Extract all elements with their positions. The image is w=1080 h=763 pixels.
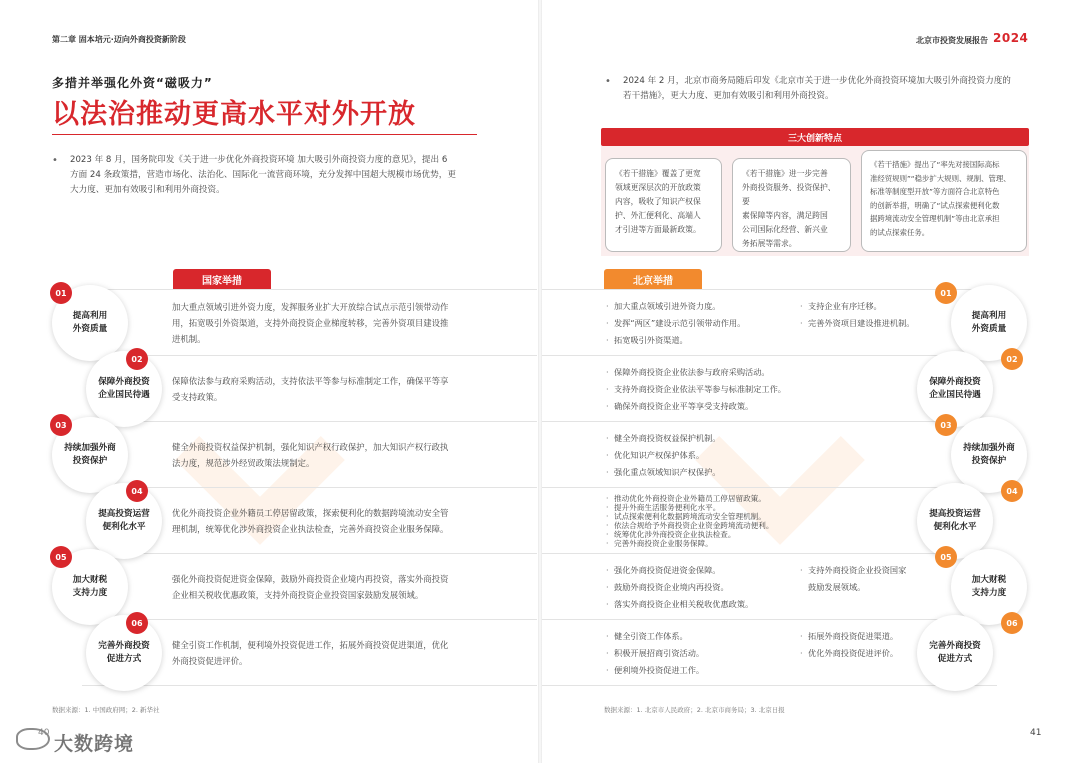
measure-label-line: 提高利用 xyxy=(72,311,108,321)
beijing-measure-number: 01 xyxy=(935,282,957,304)
card-line: 的试点探索任务。 xyxy=(870,227,930,237)
measure-text xyxy=(172,299,512,347)
row-divider xyxy=(542,421,997,422)
measure-number: 03 xyxy=(50,414,72,436)
measure-label xyxy=(963,442,1015,468)
measure-text-line: 企业相关税收优惠政策，支持外商投资企业投资国家鼓励发展领域。 xyxy=(172,590,424,600)
measure-text-line: 健全引资工作机制，便利境外投资促进工作，拓展外商投资促进渠道，优化 xyxy=(172,640,449,650)
beijing-measure-item: · 健全外商投资权益保护机制。 xyxy=(614,432,720,444)
page-title: 以法治推动更高水平对外开放 xyxy=(52,99,416,130)
innovation-card-1 xyxy=(605,158,722,252)
card-line: 内容，吸收了知识产权保 xyxy=(615,197,701,206)
measure-text xyxy=(172,637,512,669)
beijing-measure-item: · 发挥“两区”建设示范引领带动作用。 xyxy=(614,317,745,329)
measure-label xyxy=(98,508,150,534)
beijing-measure-number: 03 xyxy=(935,414,957,436)
measure-text-line: 理机制，统筹优化涉外商投资企业执法检查，完善外商投资企业服务保障。 xyxy=(172,524,449,534)
measure-label xyxy=(98,376,150,402)
measure-label-line: 保障外商投资 xyxy=(98,377,150,387)
intro-line: 2024 年 2 月，北京市商务局随后印发《北京市关于进一步优化外商投资环境加大吸引外商投资力度的 xyxy=(623,76,1011,86)
beijing-measure-circle xyxy=(917,351,993,427)
card-line: 《若干措施》提出了“率先对接国际高标 xyxy=(870,160,1000,169)
measure-label-line: 支持力度 xyxy=(72,588,108,598)
measure-label-line: 外资质量 xyxy=(72,324,108,334)
card-line: 外商投资服务、投资保护、要 xyxy=(742,183,836,206)
measure-label-line: 提高投资运营 xyxy=(98,509,150,519)
measure-label xyxy=(929,508,981,534)
measure-label-line: 便利化水平 xyxy=(933,522,977,532)
measure-label-line: 加大财税 xyxy=(72,575,108,585)
intro-line: 2023 年 8 月，国务院印发《关于进一步优化外商投资环境 加大吸引外商投资力度的意见》，提出 6 xyxy=(70,155,448,165)
national-measures-header: 国家举措 xyxy=(173,269,271,289)
beijing-measure-item: · 优化外商投资促进评价。 xyxy=(808,647,898,659)
beijing-measure-item: · 统筹优化涉外商投资企业执法检查。 xyxy=(614,530,736,539)
measure-text-line: 保障依法参与政府采购活动，支持依法平等参与标准制定工作，确保平等享 xyxy=(172,376,449,386)
beijing-measures-header: 北京举措 xyxy=(604,269,702,289)
card-line: 《若干措施》进一步完善 xyxy=(742,169,828,178)
page-number-right: 41 xyxy=(1030,728,1042,738)
measure-label xyxy=(929,376,981,402)
title-rule xyxy=(52,134,477,135)
card-line: 素保障等内容，满足跨国 xyxy=(742,211,828,220)
measure-text-line: 优化外商投资企业外籍员工停居留政策，探索便利化的数据跨境流动安全管 xyxy=(172,508,449,518)
book-spine xyxy=(538,0,542,763)
measure-number: 06 xyxy=(126,612,148,634)
beijing-measure-item: · 便利境外投资促进工作。 xyxy=(614,664,704,676)
card-line: 的创新举措，明确了“试点探索便利化数 xyxy=(870,200,1000,210)
measure-text xyxy=(172,439,512,471)
measure-label-line: 支持力度 xyxy=(971,588,1007,598)
row-divider xyxy=(82,619,537,620)
measure-label xyxy=(972,310,1006,336)
page-number-left: 40 xyxy=(38,728,50,738)
measure-label-line: 促进方式 xyxy=(937,654,973,664)
measure-label-line: 持续加强外商 xyxy=(64,443,116,453)
card-line: 才引进等方面最新政策。 xyxy=(615,225,701,234)
beijing-source-note: 数据来源：1. 北京市人民政府；2. 北京市商务局；3. 北京日报 xyxy=(604,706,785,714)
card-line: 公司国际化经营、新兴业 xyxy=(742,225,828,234)
measure-number: 04 xyxy=(126,480,148,502)
national-source-note: 数据来源：1. 中国政府网；2. 新华社 xyxy=(52,706,160,714)
measure-label xyxy=(972,574,1006,600)
measure-label-line: 加大财税 xyxy=(971,575,1007,585)
measure-label-line: 便利化水平 xyxy=(102,522,146,532)
card-line: 据跨境流动安全管理机制”等由北京承担 xyxy=(870,214,1000,223)
innovation-card-2 xyxy=(732,158,851,252)
measure-label-line: 保障外商投资 xyxy=(929,377,981,387)
row-divider xyxy=(542,553,997,554)
measure-text xyxy=(172,505,512,537)
report-year: 2024 xyxy=(993,31,1029,45)
beijing-measure-circle xyxy=(917,615,993,691)
beijing-measure-number: 06 xyxy=(1001,612,1023,634)
beijing-measure-item: · 加大重点领域引进外资力度。 xyxy=(614,300,720,312)
national-intro-paragraph: • 2023 年 8 月，国务院印发《关于进一步优化外商投资环境 加大吸引外商投资力度的意见》，提出 6 方面 24 条政策措，营造市场化、法治化、国际化一流营商环境，充分发挥中国超大规模市场优势，更 大力度、更加有效吸引和利用外商投资。 xyxy=(52,153,482,198)
watermark-text: 大数跨境 xyxy=(54,733,135,755)
measure-number: 02 xyxy=(126,348,148,370)
beijing-measure-item: · 强化外商投资促进资金保障。 xyxy=(614,564,720,576)
measure-label-line: 完善外商投资 xyxy=(98,641,150,651)
measure-label-line: 提高利用 xyxy=(971,311,1007,321)
beijing-measure-item: · 支持企业有序迁移。 xyxy=(808,300,882,312)
intro-line: 方面 24 条政策措，营造市场化、法治化、国际化一流营商环境，充分发挥中国超大规模市场优势，更 xyxy=(70,170,456,180)
measure-text-line: 加大重点领域引进外资力度，发挥服务业扩大开放综合试点示范引领带动作 xyxy=(172,302,449,312)
beijing-measure-number: 02 xyxy=(1001,348,1023,370)
beijing-measure-item: · 确保外商投资企业平等享受支持政策。 xyxy=(614,400,753,412)
measure-label-line: 企业国民待遇 xyxy=(98,390,150,400)
measure-label xyxy=(929,640,981,666)
row-divider xyxy=(542,619,997,620)
chapter-header: 第二章 固本培元·迈向外商投资新阶段 xyxy=(52,35,186,44)
measure-text-line: 外商投资促进评价。 xyxy=(172,656,248,666)
measure-text-line: 进机制。 xyxy=(172,334,206,344)
beijing-measure-item: · 试点探索便利化数据跨境流动安全管理机制。 xyxy=(614,512,766,521)
row-divider xyxy=(542,355,997,356)
measure-label-line: 外资质量 xyxy=(971,324,1007,334)
measure-text xyxy=(172,571,512,603)
row-divider xyxy=(82,685,537,686)
card-line: 护、外汇便利化、高端人 xyxy=(615,211,701,220)
beijing-measure-item: · 推动优化外商投资企业外籍员工停居留政策。 xyxy=(614,494,766,503)
beijing-measure-item: · 优化知识产权保护体系。 xyxy=(614,449,704,461)
measure-label-line: 持续加强外商 xyxy=(963,443,1015,453)
beijing-measure-item: · 鼓励外商投资企业境内再投资。 xyxy=(614,581,729,593)
card-line: 标准等制度型开放”等方面符合北京特色 xyxy=(870,187,1000,196)
row-divider xyxy=(82,355,537,356)
beijing-measure-item: · 支持外商投资企业依法平等参与标准制定工作。 xyxy=(614,383,786,395)
measure-text-line: 强化外商投资促进资金保障，鼓励外商投资企业境内再投资，落实外商投资 xyxy=(172,574,449,584)
beijing-measure-item: · 拓宽吸引外资渠道。 xyxy=(614,334,688,346)
row-divider xyxy=(82,553,537,554)
report-header: 北京市投资发展报告 xyxy=(916,36,988,45)
row-divider xyxy=(542,487,997,488)
measure-label xyxy=(73,574,107,600)
measure-label xyxy=(73,310,107,336)
beijing-measure-item: · 强化重点领域知识产权保护。 xyxy=(614,466,720,478)
measure-label-line: 企业国民待遇 xyxy=(929,390,981,400)
beijing-measure-item: · 完善外商投资企业服务保障。 xyxy=(614,539,713,548)
measure-label-line: 投资保护 xyxy=(72,456,108,466)
measure-label-line: 投资保护 xyxy=(971,456,1007,466)
measure-number: 05 xyxy=(50,546,72,568)
measure-text-line: 受支持政策。 xyxy=(172,392,223,402)
intro-line: 若干措施》，更大力度、更加有效吸引和利用外商投资。 xyxy=(623,91,834,101)
beijing-measure-number: 05 xyxy=(935,546,957,568)
beijing-measure-circle xyxy=(917,483,993,559)
measure-label xyxy=(64,442,116,468)
card-line: 领域更深层次的开放政策 xyxy=(615,183,701,192)
beijing-measure-item: · 健全引资工作体系。 xyxy=(614,630,688,642)
measure-label-line: 完善外商投资 xyxy=(929,641,981,651)
measure-circle xyxy=(86,615,162,691)
row-divider xyxy=(542,289,997,290)
section-subtitle: 多措并举强化外资“磁吸力” xyxy=(52,76,213,90)
beijing-measure-item: · 落实外商投资企业相关税收优惠政策。 xyxy=(614,598,753,610)
beijing-measure-item: 鼓励发展领域。 xyxy=(808,582,866,592)
measure-text xyxy=(172,373,512,405)
beijing-measure-item: · 支持外商投资企业投资国家 xyxy=(808,564,906,576)
measure-text-line: 健全外商投资权益保护机制，强化知识产权行政保护，加大知识产权行政执 xyxy=(172,442,449,452)
row-divider xyxy=(542,685,997,686)
row-divider xyxy=(82,289,537,290)
beijing-measure-item: · 提升外商生活服务便利化水平。 xyxy=(614,503,720,512)
beijing-measure-item: · 依法合规给予外商投资企业资金跨境流动便利。 xyxy=(614,521,773,530)
innovation-card-3 xyxy=(861,150,1027,252)
measure-label-line: 促进方式 xyxy=(106,654,142,664)
row-divider xyxy=(82,421,537,422)
card-line: 《若干措施》覆盖了更宽 xyxy=(615,169,701,178)
beijing-measure-item: · 拓展外商投资促进渠道。 xyxy=(808,630,898,642)
beijing-measure-number: 04 xyxy=(1001,480,1023,502)
measure-label xyxy=(98,640,150,666)
measure-text-line: 法力度，规范涉外经贸政策法规制定。 xyxy=(172,458,315,468)
card-line: 务拓展等需求。 xyxy=(742,239,797,248)
beijing-measure-item: · 完善外资项目建设推进机制。 xyxy=(808,317,914,329)
measure-text-line: 用，拓宽吸引外资渠道，支持外商投资企业梯度转移，完善外资项目建设推 xyxy=(172,318,449,328)
card-line: 准经贸规则”“稳步扩大规则、规制、管理、 xyxy=(870,173,1011,183)
beijing-measure-item: · 积极开展招商引资活动。 xyxy=(614,647,704,659)
measure-label-line: 提高投资运营 xyxy=(929,509,981,519)
measure-circle xyxy=(86,483,162,559)
measure-circle xyxy=(86,351,162,427)
beijing-measure-item: · 保障外商投资企业依法参与政府采购活动。 xyxy=(614,366,770,378)
beijing-intro-paragraph: • 2024 年 2 月，北京市商务局随后印发《北京市关于进一步优化外商投资环境加大吸引外商投资力度的 若干措施》，更大力度、更加有效吸引和利用外商投资。 xyxy=(605,74,1045,104)
intro-line: 大力度、更加有效吸引和利用外商投资。 xyxy=(70,185,225,195)
measure-number: 01 xyxy=(50,282,72,304)
row-divider xyxy=(82,487,537,488)
innovation-box-title: 三大创新特点 xyxy=(601,128,1029,146)
